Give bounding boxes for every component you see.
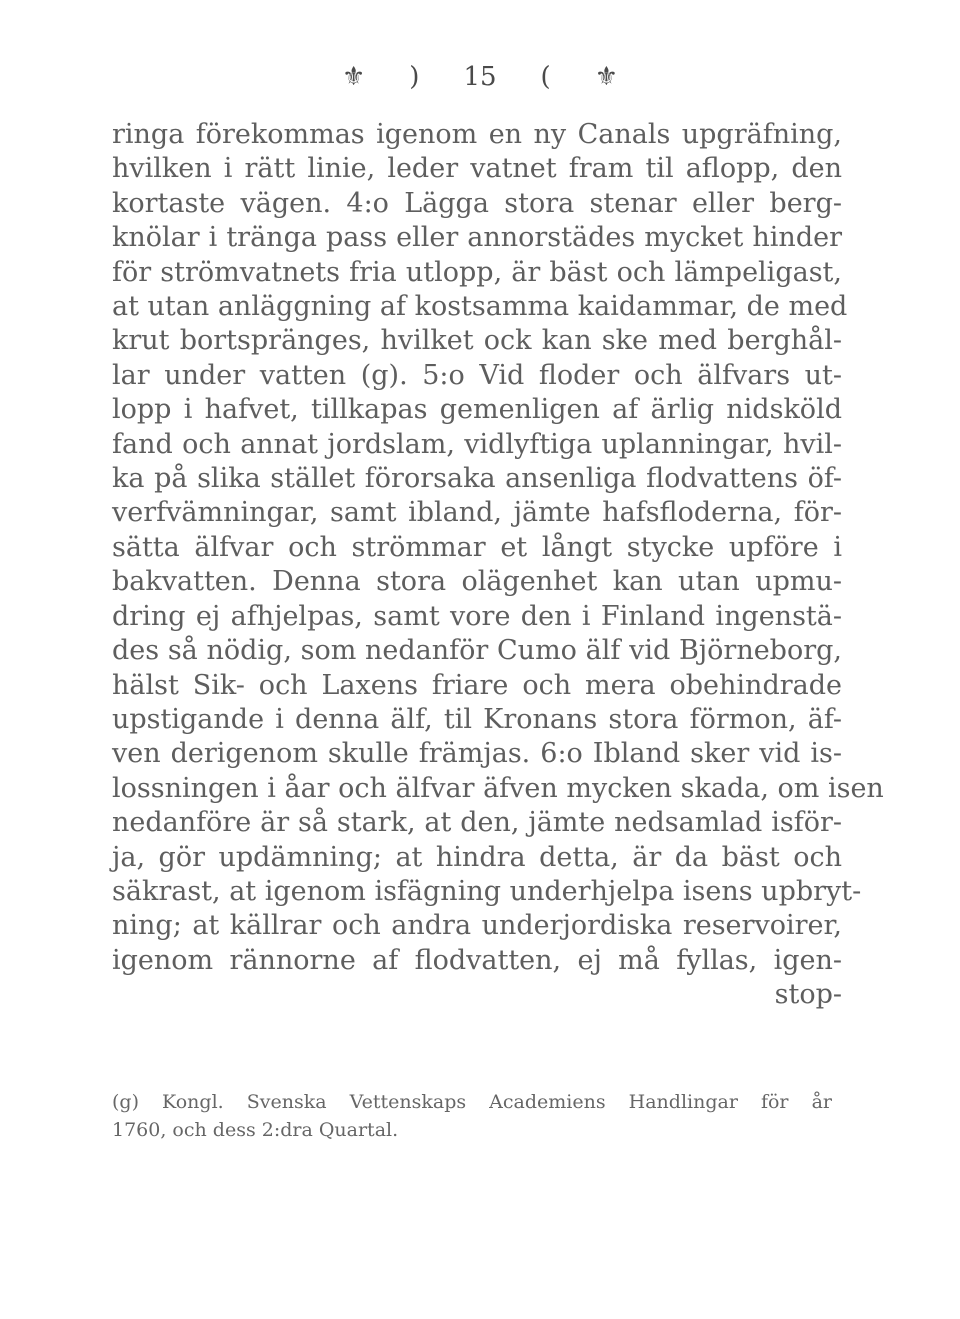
body-line: säkrast, at igenom isfägning underhjelpa isens upbryt-: [112, 875, 862, 907]
body-line: des så nödig, som nedanför Cumo älf vid Björneborg,: [112, 635, 842, 667]
body-line: kortaste vägen. 4:o Lägga stora stenar eller berg-: [112, 187, 842, 219]
left-bracket: ): [409, 62, 420, 92]
body-line: bakvatten. Denna stora olägenhet kan utan upmu-: [112, 566, 842, 598]
body-line: hvilken i rätt linie, leder vatnet fram til aflopp, den: [112, 153, 842, 185]
body-line: hälst Sik- och Laxens friare och mera obehindrade: [112, 669, 842, 701]
page-header: [0, 62, 960, 92]
body-line: ka på slika stället förorsaka ansenliga flodvattens öf-: [112, 463, 842, 495]
body-line: lossningen i åar och älfvar äfven mycken skada, om isen: [112, 772, 884, 804]
body-line: sätta älfvar och strömmar et långt stycke upföre i: [112, 531, 842, 563]
body-line: knölar i tränga pass eller annorstädes mycket hinder: [112, 222, 842, 254]
right-bracket: (: [540, 62, 551, 92]
footnote-line: (g) Kongl. Svenska Vettenskaps Academiens Handlingar för år: [112, 1091, 832, 1113]
body-line: ja, gör updämning; at hindra detta, är da bäst och: [112, 841, 842, 873]
body-line: ning; at källrar och andra underjordiska reservoirer,: [112, 910, 842, 942]
body-line: igenom rännorne af flodvatten, ej må fyllas, igen-: [112, 944, 842, 976]
body-line: nedanföre är så stark, at den, jämte nedsamlad isför-: [112, 807, 842, 839]
right-ornament-icon: ⚜: [594, 62, 619, 92]
left-ornament-icon: ⚜: [341, 62, 366, 92]
body-line: at utan anläggning af kostsamma kaidammar, de med: [112, 291, 848, 323]
footnote: [112, 1088, 832, 1144]
body-line: lar under vatten (g). 5:o Vid floder och älfvars ut-: [112, 359, 842, 391]
body-line: krut bortspränges, hvilket ock kan ske med berghål-: [112, 325, 842, 357]
body-line: ringa förekommas igenom en ny Canals upgräfning,: [112, 119, 842, 150]
body-line: dring ej afhjelpas, samt vore den i Finland ingenstä-: [112, 600, 842, 632]
body-line: verfvämningar, samt ibland, jämte hafsfloderna, för-: [112, 497, 842, 529]
body-line: upstigande i denna älf, til Kronans stora förmon, äf-: [112, 703, 842, 735]
body-line: lopp i hafvet, tillkapas gemenligen af ärlig nidsköld: [112, 394, 842, 426]
body-line: fand och annat jordslam, vidlyftiga uplanningar, hvil-: [112, 428, 842, 460]
catchword: stop-: [774, 979, 842, 1011]
footnote-line: 1760, och dess 2:dra Quartal.: [112, 1119, 399, 1141]
body-line: ven derigenom skulle främjas. 6:o Ibland sker vid is-: [112, 738, 842, 770]
body-line: för strömvatnets fria utlopp, är bäst och lämpeligast,: [112, 256, 842, 288]
page-number: 15: [463, 62, 497, 92]
body-text: [112, 118, 884, 1013]
